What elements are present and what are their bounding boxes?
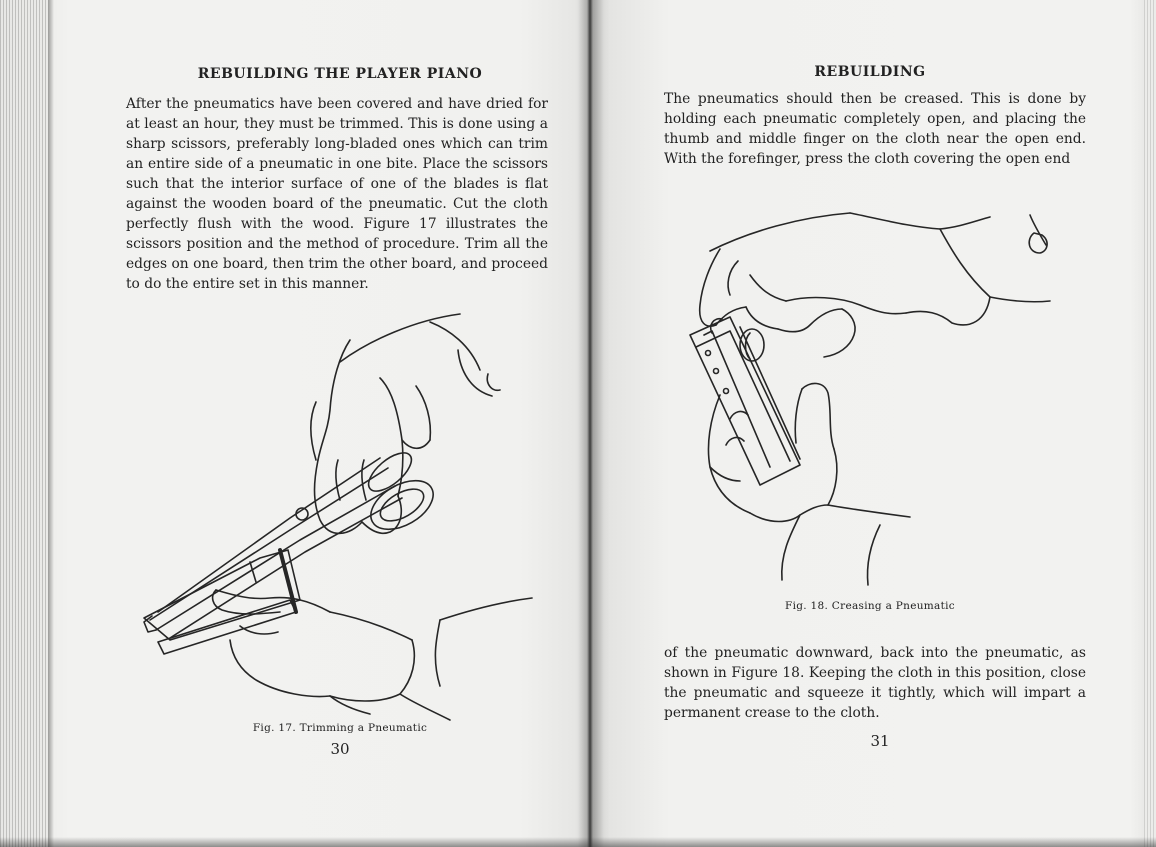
page-edges — [0, 0, 48, 847]
figure-17-caption: Fig. 17. Trimming a Pneumatic — [252, 722, 428, 734]
figure-17-illustration — [140, 300, 540, 720]
paragraph-creasing-top: The pneumatics should then be creased. This is done by holding each pneumatic completely open, and placing the thumb and middle finger on the cloth near the open end. With the forefinger, press the cloth covering the open end — [664, 91, 1086, 167]
figure-18-illustration — [690, 205, 1060, 590]
paragraph-trimming: After the pneumatics have been covered and have dried for at least an hour, they must be trimmed. This is done using a sharp scissors, preferably long-bladed ones which can trim an entire side of a pneumatic in one bite. Place the scissors such that the interior surface of one of the blades is flat against the wooden board of the pneumatic. Cut the cloth perfectly flush with the wood. Figure 17 illustrates the scissors position and the method of procedure. Trim all the edges on one board, then trim the other board, and proceed to do the entire set in this manner. — [126, 96, 548, 292]
figure-18-caption: Fig. 18. Creasing a Pneumatic — [785, 600, 955, 612]
page-number-left: 30 — [330, 740, 350, 758]
running-head-left: REBUILDING THE PLAYER PIANO — [197, 66, 483, 82]
page-edges-right — [1144, 0, 1156, 847]
page-number-right: 31 — [870, 732, 890, 750]
paragraph-creasing-bottom: of the pneumatic downward, back into the pneumatic, as shown in Figure 18. Keeping the cloth in this position, close the pneumatic and squeeze it tightly, which will impart a permanent crease to the cloth. — [664, 645, 1086, 721]
running-head-right: REBUILDING — [814, 64, 926, 80]
right-page — [590, 0, 1156, 847]
book-gutter — [578, 0, 604, 847]
